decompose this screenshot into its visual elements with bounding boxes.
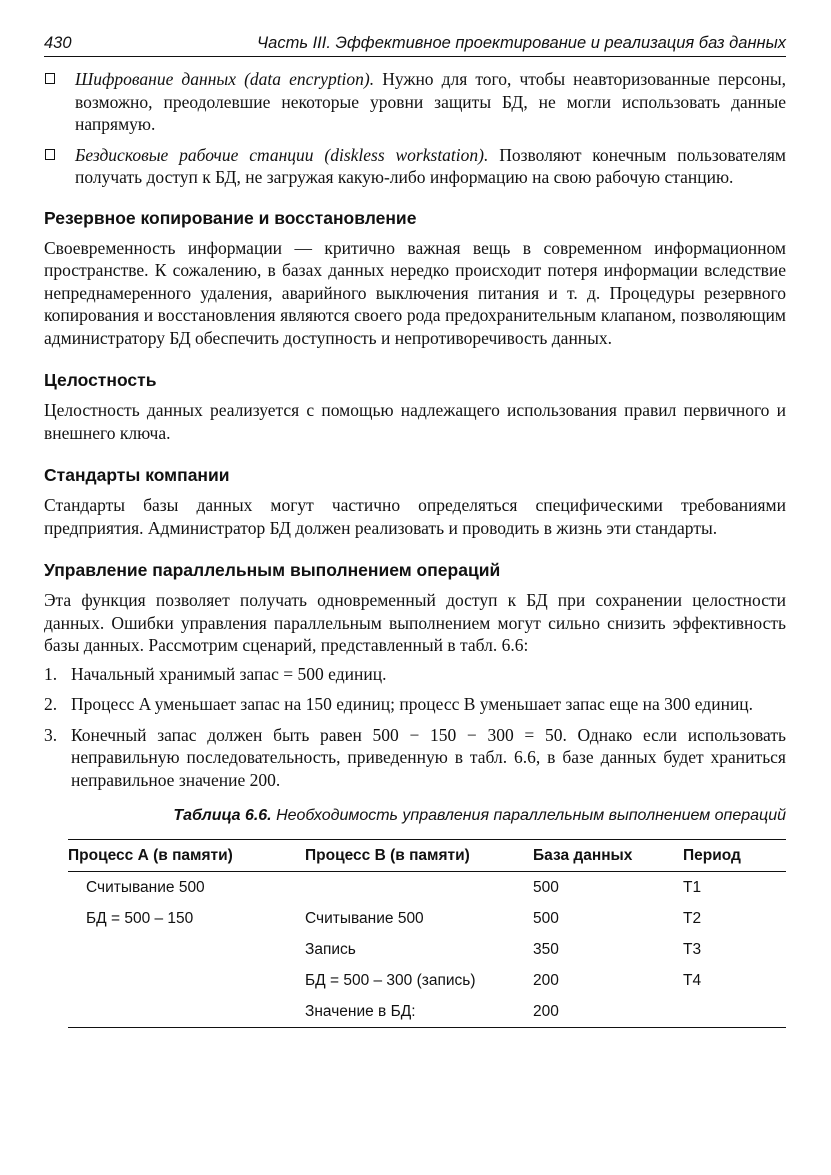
table-cell: 200 xyxy=(533,971,559,989)
bullet-term: Бездисковые рабочие станции (diskless workstation). xyxy=(75,144,489,165)
table-cell: БД = 500 – 300 (запись) xyxy=(305,971,476,989)
table-cell xyxy=(294,872,533,904)
table-row xyxy=(68,903,786,934)
table-cell: Запись xyxy=(305,940,356,958)
section-heading: Целостность xyxy=(44,370,157,390)
bullet-item xyxy=(44,68,786,136)
table-cell: БД = 500 – 150 xyxy=(86,909,194,927)
bullet-term: Шифрование данных (data encryption). xyxy=(75,69,375,89)
table-row xyxy=(68,934,786,965)
table-cell: 350 xyxy=(533,940,559,958)
table-cell: T2 xyxy=(683,909,702,927)
item-text: Начальный хранимый запас = 500 единиц. xyxy=(71,663,387,684)
table-cell: T4 xyxy=(683,971,702,989)
table-cell: Считывание 500 xyxy=(305,909,424,927)
book-page xyxy=(44,34,786,1028)
table-cell: T3 xyxy=(683,940,702,958)
section-paragraph: Своевременность информации — критично важная вещь в современном информационном пространстве. К сожалению, в базах данных нередко происходит потеря информации вследствие непреднамеренного удаления, аварийного выключения питания и т. д. Процедуры резервного копирования и восстановления являются своего рода предохранительным клапаном, позволяющим администратору БД обеспечить доступность и непротиворечивость данных. xyxy=(44,237,786,348)
section-heading: Стандарты компании xyxy=(44,465,230,485)
concurrency-table xyxy=(68,839,786,1028)
numbered-item xyxy=(44,724,786,792)
table-row xyxy=(68,965,786,996)
numbered-list xyxy=(44,663,786,792)
item-text: Конечный запас должен быть равен 500 − 150 − 300 = 50. Однако если использовать неправильную последовательность, приведенную в табл. 6.6, в базе данных будет храниться неправильное значение 200. xyxy=(71,724,786,790)
section-paragraph: Целостность данных реализуется с помощью надлежащего использования правил первичного и внешнего ключа. xyxy=(44,400,786,443)
table-cell xyxy=(68,996,294,1028)
checkbox-bullet-icon xyxy=(45,73,55,84)
column-header: Процесс В (в памяти) xyxy=(294,840,533,872)
section-paragraph: Эта функция позволяет получать одновременный доступ к БД при сохранении целостности данных. Ошибки управления параллельным выполнением могут сильно снизить эффективность базы данных. Рассмотрим сценарий, представленный в табл. 6.6: xyxy=(44,590,786,655)
bullet-list xyxy=(44,68,786,189)
item-number: 2. xyxy=(44,694,58,714)
bullet-text: Позволяют конечным пользователям получать доступ к БД, не загружая какую-либо информацию на свою рабочую станцию. xyxy=(75,144,786,187)
item-number: 3. xyxy=(44,724,58,745)
column-header: База данных xyxy=(533,840,683,872)
table-cell xyxy=(68,965,294,996)
item-number: 1. xyxy=(44,663,58,684)
section-paragraph: Стандарты базы данных могут частично определяться специфическими требованиями предприятия. Администратор БД должен реализовать и проводить в жизнь эти стандарты. xyxy=(44,495,786,538)
section-concurrency xyxy=(44,559,786,657)
section-heading: Управление параллельным выполнением операций xyxy=(44,560,501,580)
table-cell xyxy=(68,934,294,965)
numbered-item xyxy=(44,693,786,716)
column-header: Процесс А (в памяти) xyxy=(68,840,294,872)
page-number: 430 xyxy=(44,34,72,52)
section-heading: Резервное копирование и восстановление xyxy=(44,207,417,228)
section-standards xyxy=(44,464,786,539)
table-row xyxy=(68,996,786,1028)
table-cell: Значение в БД: xyxy=(305,1002,416,1020)
bullet-text: Нужно для того, чтобы неавторизованные персоны, возможно, преодолевшие некоторые уровни защиты БД, не могли использовать данные напрямую. xyxy=(75,69,786,134)
running-title: Часть III. Эффективное проектирование и реализация баз данных xyxy=(257,34,786,52)
table-cell: 200 xyxy=(533,1002,559,1020)
table-row xyxy=(68,872,786,904)
table-cell: T1 xyxy=(683,878,702,896)
table-caption xyxy=(44,807,786,825)
column-header: Период xyxy=(683,840,786,872)
bullet-item xyxy=(44,144,786,189)
table-cell xyxy=(683,996,786,1028)
table-cell: 500 xyxy=(533,909,559,927)
checkbox-bullet-icon xyxy=(45,149,55,160)
item-text: Процесс A уменьшает запас на 150 единиц; процесс B уменьшает запас еще на 300 единиц. xyxy=(71,694,754,714)
table-caption-label: Таблица 6.6. xyxy=(173,807,272,824)
section-integrity xyxy=(44,369,786,444)
table-cell: 500 xyxy=(533,878,559,896)
table-caption-text: Необходимость управления параллельным выполнением операций xyxy=(271,807,786,824)
running-header xyxy=(44,34,786,57)
section-backup xyxy=(44,207,786,350)
table-header-row xyxy=(68,840,786,872)
numbered-item xyxy=(44,663,786,686)
table-cell: Считывание 500 xyxy=(86,878,205,896)
